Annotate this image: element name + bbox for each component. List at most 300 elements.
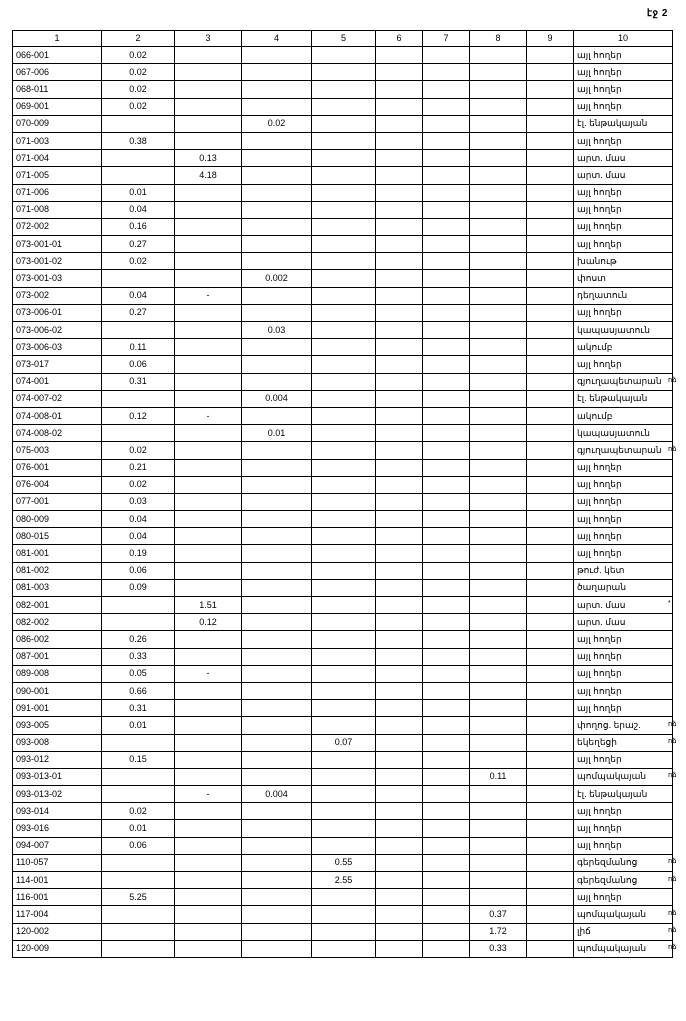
cell-col-5 — [312, 98, 376, 115]
cell-col-8 — [470, 407, 527, 424]
cell-code: 110-057 — [13, 854, 102, 871]
cell-code: 082-001 — [13, 597, 102, 614]
cell-col-8 — [470, 218, 527, 235]
cell-note: փոստ — [574, 270, 673, 287]
cell-col-7 — [423, 648, 470, 665]
cell-code: 093-016 — [13, 820, 102, 837]
cell-note: այլ հողեր — [574, 648, 673, 665]
cell-col-8 — [470, 872, 527, 889]
cell-code: 093-008 — [13, 734, 102, 751]
cell-col-6 — [376, 768, 423, 785]
cell-col-3 — [175, 493, 242, 510]
cell-col-8 — [470, 442, 527, 459]
cell-note: գերեզմանոց — [574, 854, 673, 871]
table-row — [13, 64, 673, 81]
cell-col-5 — [312, 579, 376, 596]
cell-col-5 — [312, 614, 376, 631]
cell-col-5 — [312, 820, 376, 837]
cell-col-7 — [423, 872, 470, 889]
cell-note: այլ հողեր — [574, 631, 673, 648]
cell-col-5 — [312, 64, 376, 81]
cell-col-3 — [175, 270, 242, 287]
cell-col-8 — [470, 665, 527, 682]
cell-note: այլ հողեր — [574, 476, 673, 493]
cell-col-8 — [470, 339, 527, 356]
table-row — [13, 614, 673, 631]
cell-col-5 — [312, 459, 376, 476]
cell-col-3 — [175, 648, 242, 665]
cell-code: 073-001-01 — [13, 236, 102, 253]
cell-col-6 — [376, 906, 423, 923]
cell-col-5 — [312, 373, 376, 390]
cell-col-4 — [242, 184, 312, 201]
table-header-row — [13, 31, 673, 47]
cell-col-9 — [527, 665, 574, 682]
cell-col-4: 0.03 — [242, 322, 312, 339]
cell-col-9 — [527, 682, 574, 699]
cell-note: այլ հողեր — [574, 218, 673, 235]
cell-note: կապասյատուն — [574, 322, 673, 339]
cell-col-7 — [423, 511, 470, 528]
cell-col-7 — [423, 339, 470, 356]
cell-col-3: 0.12 — [175, 614, 242, 631]
cell-col-7 — [423, 390, 470, 407]
cell-col-5 — [312, 700, 376, 717]
cell-col-9 — [527, 287, 574, 304]
cell-col-6 — [376, 872, 423, 889]
cell-col-4 — [242, 734, 312, 751]
cell-col-8 — [470, 682, 527, 699]
cell-col-7 — [423, 425, 470, 442]
cell-col-2 — [102, 872, 175, 889]
cell-col-6 — [376, 407, 423, 424]
cell-col-2 — [102, 940, 175, 957]
cell-col-3 — [175, 562, 242, 579]
cell-col-9 — [527, 442, 574, 459]
cell-col-8 — [470, 717, 527, 734]
cell-col-4 — [242, 47, 312, 64]
margin-mark: ոձ — [668, 772, 677, 780]
cell-col-6 — [376, 236, 423, 253]
margin-mark: ոձ — [668, 875, 677, 883]
cell-note: այլ հողեր — [574, 47, 673, 64]
cell-col-9 — [527, 167, 574, 184]
cell-col-6 — [376, 837, 423, 854]
cell-col-4 — [242, 98, 312, 115]
cell-col-6 — [376, 665, 423, 682]
cell-col-6 — [376, 614, 423, 631]
cell-col-6 — [376, 682, 423, 699]
table-row — [13, 270, 673, 287]
table-row — [13, 304, 673, 321]
cell-col-9 — [527, 579, 574, 596]
cell-col-7 — [423, 923, 470, 940]
cell-col-3 — [175, 872, 242, 889]
cell-col-5 — [312, 322, 376, 339]
cell-col-5 — [312, 201, 376, 218]
cell-col-5 — [312, 889, 376, 906]
cell-col-8 — [470, 150, 527, 167]
table-row — [13, 442, 673, 459]
cell-col-4 — [242, 64, 312, 81]
cell-col-4 — [242, 631, 312, 648]
cell-note: գյուղապետարան — [574, 373, 673, 390]
cell-col-5 — [312, 253, 376, 270]
table-row — [13, 201, 673, 218]
table-row — [13, 476, 673, 493]
cell-col-8 — [470, 390, 527, 407]
cell-col-4 — [242, 459, 312, 476]
cell-col-2: 0.26 — [102, 631, 175, 648]
cell-col-4 — [242, 81, 312, 98]
cell-col-4: 0.004 — [242, 786, 312, 803]
cell-note: այլ հողեր — [574, 81, 673, 98]
cell-code: 093-013-02 — [13, 786, 102, 803]
cell-col-2: 0.09 — [102, 579, 175, 596]
cell-col-8 — [470, 786, 527, 803]
cell-col-9 — [527, 614, 574, 631]
cell-col-2 — [102, 923, 175, 940]
cell-code: 093-005 — [13, 717, 102, 734]
column-header-4: 4 — [242, 31, 312, 47]
cell-note: այլ հողեր — [574, 545, 673, 562]
cell-col-8 — [470, 889, 527, 906]
cell-col-8 — [470, 167, 527, 184]
cell-col-4 — [242, 150, 312, 167]
cell-col-8 — [470, 562, 527, 579]
cell-col-9 — [527, 511, 574, 528]
cell-col-9 — [527, 218, 574, 235]
cell-col-4 — [242, 820, 312, 837]
cell-col-4: 0.01 — [242, 425, 312, 442]
cell-note: ծաղարան — [574, 579, 673, 596]
table-row — [13, 167, 673, 184]
table-row — [13, 717, 673, 734]
cell-col-8 — [470, 854, 527, 871]
cell-col-9 — [527, 356, 574, 373]
cell-col-3 — [175, 511, 242, 528]
cell-code: 093-012 — [13, 751, 102, 768]
cell-col-7 — [423, 322, 470, 339]
margin-mark: ոձ — [668, 927, 677, 935]
cell-code: 074-008-01 — [13, 407, 102, 424]
cell-note: արտ. մաս — [574, 597, 673, 614]
cell-col-4 — [242, 923, 312, 940]
cell-col-5 — [312, 270, 376, 287]
cell-col-5 — [312, 717, 376, 734]
cell-col-8: 0.37 — [470, 906, 527, 923]
cell-col-5 — [312, 923, 376, 940]
cell-col-8 — [470, 528, 527, 545]
cell-col-3 — [175, 820, 242, 837]
cell-col-2: 0.01 — [102, 184, 175, 201]
margin-mark: ոձ — [668, 910, 677, 917]
cell-col-2: 0.04 — [102, 528, 175, 545]
cell-col-3 — [175, 459, 242, 476]
cell-col-5: 2.55 — [312, 872, 376, 889]
cell-col-2 — [102, 425, 175, 442]
cell-col-7 — [423, 631, 470, 648]
cell-col-9 — [527, 150, 574, 167]
cell-col-7 — [423, 218, 470, 235]
cell-col-9 — [527, 768, 574, 785]
cell-col-3 — [175, 218, 242, 235]
cell-col-7 — [423, 98, 470, 115]
cell-col-7 — [423, 597, 470, 614]
cell-col-6 — [376, 390, 423, 407]
cell-col-5 — [312, 425, 376, 442]
table-row — [13, 803, 673, 820]
cell-code: 120-009 — [13, 940, 102, 957]
table-row — [13, 545, 673, 562]
cell-col-2 — [102, 322, 175, 339]
cell-col-6 — [376, 425, 423, 442]
cell-col-8 — [470, 820, 527, 837]
cell-col-6 — [376, 132, 423, 149]
cell-col-7 — [423, 304, 470, 321]
cell-col-6 — [376, 115, 423, 132]
cell-col-9 — [527, 923, 574, 940]
cell-col-8 — [470, 253, 527, 270]
cell-col-9 — [527, 253, 574, 270]
cell-col-4 — [242, 132, 312, 149]
cell-col-2 — [102, 270, 175, 287]
cell-col-3 — [175, 253, 242, 270]
cell-col-6 — [376, 184, 423, 201]
table-row — [13, 528, 673, 545]
cell-col-8: 0.11 — [470, 768, 527, 785]
cell-col-5 — [312, 837, 376, 854]
cell-col-3 — [175, 889, 242, 906]
cell-col-7 — [423, 579, 470, 596]
cell-code: 066-001 — [13, 47, 102, 64]
cell-col-5 — [312, 493, 376, 510]
cell-col-4 — [242, 579, 312, 596]
cell-col-5: 0.55 — [312, 854, 376, 871]
margin-mark: ոձ — [668, 858, 677, 866]
cell-col-6 — [376, 218, 423, 235]
table-row — [13, 390, 673, 407]
cell-col-4 — [242, 304, 312, 321]
cell-col-5 — [312, 356, 376, 373]
cell-col-4 — [242, 287, 312, 304]
cell-col-7 — [423, 889, 470, 906]
cell-code: 073-017 — [13, 356, 102, 373]
cell-col-9 — [527, 906, 574, 923]
table-body — [13, 47, 673, 958]
cell-code: 120-002 — [13, 923, 102, 940]
cell-note: խանութ — [574, 253, 673, 270]
cell-col-7 — [423, 64, 470, 81]
table-row — [13, 511, 673, 528]
cell-code: 114-001 — [13, 872, 102, 889]
cell-col-2: 0.27 — [102, 236, 175, 253]
cell-col-3 — [175, 201, 242, 218]
page-number-label: էջ 2 — [646, 8, 668, 19]
cell-col-8: 1.72 — [470, 923, 527, 940]
cell-col-7 — [423, 356, 470, 373]
cell-col-6 — [376, 322, 423, 339]
cell-col-9 — [527, 803, 574, 820]
cell-note: այլ հողեր — [574, 459, 673, 476]
column-header-10: 10 — [574, 31, 673, 47]
cell-code: 073-006-01 — [13, 304, 102, 321]
cell-col-3: 1.51 — [175, 597, 242, 614]
cell-col-8 — [470, 511, 527, 528]
cell-col-2 — [102, 768, 175, 785]
cell-col-5 — [312, 597, 376, 614]
cell-col-3 — [175, 803, 242, 820]
cell-note: փողոց. երաշ. — [574, 717, 673, 734]
cell-col-4: 0.002 — [242, 270, 312, 287]
cell-col-2: 0.31 — [102, 373, 175, 390]
cell-code: 072-002 — [13, 218, 102, 235]
table-row — [13, 786, 673, 803]
cell-col-5 — [312, 665, 376, 682]
cell-code: 071-008 — [13, 201, 102, 218]
cell-col-2: 0.05 — [102, 665, 175, 682]
cell-col-3 — [175, 682, 242, 699]
cell-col-6 — [376, 304, 423, 321]
cell-col-4 — [242, 218, 312, 235]
column-header-5: 5 — [312, 31, 376, 47]
cell-col-6 — [376, 803, 423, 820]
cell-col-6 — [376, 734, 423, 751]
cell-code: 116-001 — [13, 889, 102, 906]
cell-col-9 — [527, 339, 574, 356]
cell-col-7 — [423, 253, 470, 270]
cell-note: այլ հողեր — [574, 184, 673, 201]
cell-col-9 — [527, 493, 574, 510]
cell-code: 117-004 — [13, 906, 102, 923]
cell-col-3 — [175, 579, 242, 596]
cell-col-6 — [376, 442, 423, 459]
cell-col-7 — [423, 184, 470, 201]
cell-col-6 — [376, 751, 423, 768]
cell-col-5 — [312, 304, 376, 321]
cell-col-8 — [470, 459, 527, 476]
table-row — [13, 287, 673, 304]
table-row — [13, 872, 673, 889]
cell-note: ակումբ — [574, 339, 673, 356]
cell-col-7 — [423, 717, 470, 734]
cell-col-6 — [376, 940, 423, 957]
cell-col-7 — [423, 47, 470, 64]
cell-col-3 — [175, 425, 242, 442]
cell-col-4 — [242, 476, 312, 493]
cell-note: այլ հողեր — [574, 236, 673, 253]
cell-col-7 — [423, 786, 470, 803]
cell-col-9 — [527, 98, 574, 115]
column-header-8: 8 — [470, 31, 527, 47]
cell-col-9 — [527, 597, 574, 614]
cell-col-9 — [527, 236, 574, 253]
cell-col-9 — [527, 322, 574, 339]
column-header-1: 1 — [13, 31, 102, 47]
cell-col-3 — [175, 768, 242, 785]
table-row — [13, 906, 673, 923]
cell-code: 090-001 — [13, 682, 102, 699]
cell-col-8 — [470, 47, 527, 64]
cell-col-7 — [423, 854, 470, 871]
cell-col-4 — [242, 614, 312, 631]
cell-col-7 — [423, 81, 470, 98]
cell-col-7 — [423, 545, 470, 562]
cell-col-9 — [527, 631, 574, 648]
cell-col-5 — [312, 407, 376, 424]
cell-col-4 — [242, 407, 312, 424]
cell-code: 073-001-03 — [13, 270, 102, 287]
table-row — [13, 734, 673, 751]
cell-col-5 — [312, 751, 376, 768]
cell-code: 070-009 — [13, 115, 102, 132]
cell-col-6 — [376, 631, 423, 648]
cell-code: 080-015 — [13, 528, 102, 545]
cell-col-3 — [175, 442, 242, 459]
cell-col-4 — [242, 717, 312, 734]
cell-col-6 — [376, 562, 423, 579]
cell-code: 073-006-02 — [13, 322, 102, 339]
cell-col-3 — [175, 322, 242, 339]
cell-col-2: 0.19 — [102, 545, 175, 562]
cell-col-6 — [376, 597, 423, 614]
cell-col-8 — [470, 597, 527, 614]
table-row — [13, 751, 673, 768]
cell-note: ակումբ — [574, 407, 673, 424]
cell-col-2: 0.02 — [102, 442, 175, 459]
cell-col-5 — [312, 184, 376, 201]
table-header — [13, 31, 673, 47]
table-row — [13, 682, 673, 699]
cell-code: 071-004 — [13, 150, 102, 167]
cell-col-6 — [376, 854, 423, 871]
table-row — [13, 768, 673, 785]
cell-col-8 — [470, 545, 527, 562]
cell-col-6 — [376, 98, 423, 115]
cell-code: 076-004 — [13, 476, 102, 493]
cell-col-9 — [527, 425, 574, 442]
cell-col-3 — [175, 339, 242, 356]
cell-col-2: 0.04 — [102, 511, 175, 528]
cell-col-8 — [470, 270, 527, 287]
cell-col-3: - — [175, 665, 242, 682]
cell-col-3 — [175, 854, 242, 871]
table-row — [13, 47, 673, 64]
table-row — [13, 923, 673, 940]
cell-col-8 — [470, 184, 527, 201]
cell-note: այլ հողեր — [574, 98, 673, 115]
cell-col-3 — [175, 837, 242, 854]
cell-col-7 — [423, 167, 470, 184]
cell-col-2: 0.21 — [102, 459, 175, 476]
cell-col-5 — [312, 648, 376, 665]
cell-col-2: 0.01 — [102, 820, 175, 837]
cell-col-9 — [527, 115, 574, 132]
cell-col-2: 0.12 — [102, 407, 175, 424]
cell-code: 071-006 — [13, 184, 102, 201]
cell-col-9 — [527, 854, 574, 871]
cell-col-2: 0.38 — [102, 132, 175, 149]
cell-col-9 — [527, 270, 574, 287]
cell-col-8 — [470, 64, 527, 81]
cell-note: այլ հողեր — [574, 201, 673, 218]
table-row — [13, 579, 673, 596]
cell-col-8 — [470, 476, 527, 493]
cell-col-7 — [423, 115, 470, 132]
margin-mark: * — [668, 600, 671, 608]
cell-col-2: 0.04 — [102, 287, 175, 304]
cell-col-9 — [527, 476, 574, 493]
